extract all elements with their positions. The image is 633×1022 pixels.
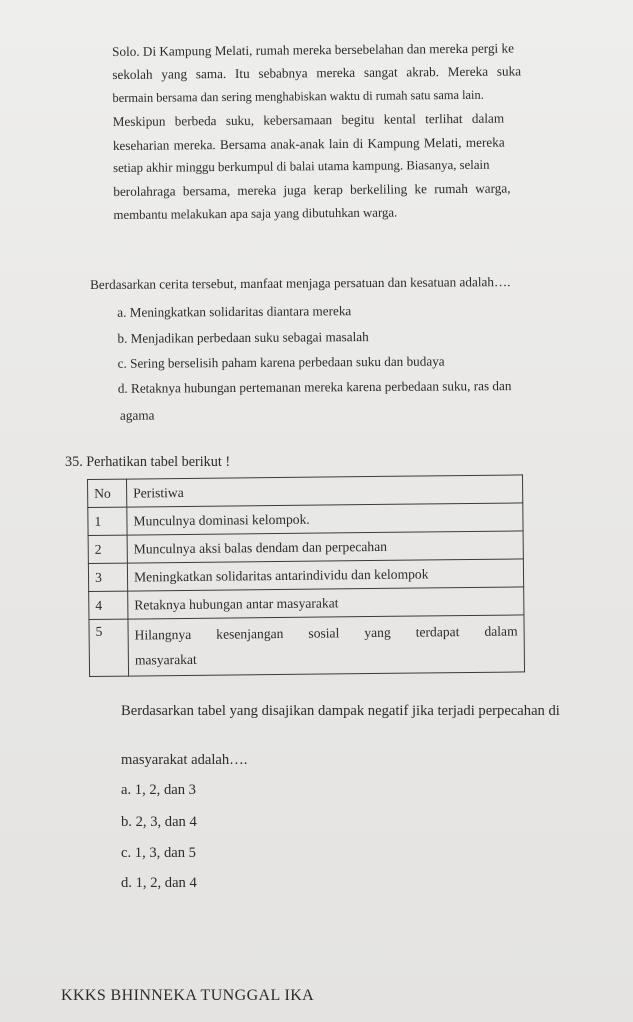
story-line: Solo. Di Kampung Melati, rumah mereka bersebelahan dan mereka pergi ke bbox=[112, 40, 514, 59]
question-34-option-c: c. Sering berselisih paham karena perbedaan suku dan budaya bbox=[117, 353, 445, 371]
event-word: Hilangnya bbox=[134, 626, 192, 643]
row-number: 4 bbox=[89, 591, 128, 619]
row-event: Munculnya dominasi kelompok. bbox=[127, 503, 523, 535]
row-event: Meningkatkan solidaritas antarindividu dan kelompok bbox=[127, 559, 523, 591]
row-number: 3 bbox=[88, 563, 127, 591]
story-line: bermain bersama dan sering menghabiskan waktu di rumah satu sama lain. bbox=[112, 87, 484, 105]
row-event: Munculnya aksi balas dendam dan perpecahan bbox=[127, 531, 523, 563]
event-word: sosial bbox=[308, 625, 340, 641]
story-line: membantu melakukan apa saja yang dibutuhkan warga. bbox=[113, 205, 398, 222]
question-34-prompt: Berdasarkan cerita tersebut, manfaat menjaga persatuan dan kesatuan adalah…. bbox=[90, 274, 511, 292]
question-34-option-d: d. Retaknya hubungan pertemanan mereka karena perbedaan suku, ras dan bbox=[117, 378, 512, 396]
story-line: setiap akhir minggu berkumpul di balai utama kampung. Biasanya, selain bbox=[113, 157, 490, 176]
question-34 bbox=[90, 269, 600, 423]
story-line: sekolah yang sama. Itu sebabnya mereka sangat akrab. Mereka suka bbox=[112, 63, 522, 83]
row-event-line2: masyarakat bbox=[134, 651, 197, 668]
events-table bbox=[87, 474, 525, 677]
question-35-prompt-line1: Berdasarkan tabel yang disajikan dampak negatif jika terjadi perpecahan di bbox=[121, 703, 560, 719]
table-row bbox=[89, 587, 524, 620]
question-35-option-b: b. 2, 3, dan 4 bbox=[121, 814, 197, 830]
row-event bbox=[128, 615, 525, 676]
table-row bbox=[88, 503, 523, 536]
table-row bbox=[88, 531, 523, 564]
event-word: yang bbox=[364, 624, 391, 641]
row-number: 2 bbox=[88, 535, 127, 563]
footer-text: KKKS BHINNEKA TUNGGAL IKA bbox=[61, 987, 315, 1004]
event-word: kesenjangan bbox=[216, 625, 284, 642]
story-line: Meskipun berbeda suku, kebersamaan begitu kental terlihat dalam bbox=[112, 110, 505, 130]
story-line: berolahraga bersama, mereka juga kerap berkeliling ke rumah warga, bbox=[113, 180, 511, 200]
table-row bbox=[89, 615, 525, 677]
question-34-option-d-cont: agama bbox=[119, 407, 155, 423]
event-word: dalam bbox=[484, 623, 518, 639]
question-34-option-a: a. Meningkatkan solidaritas diantara mereka bbox=[117, 303, 352, 320]
question-35-option-d: d. 1, 2, dan 4 bbox=[121, 875, 197, 891]
question-35-option-a: a. 1, 2, dan 3 bbox=[121, 782, 196, 798]
table-header-row bbox=[88, 475, 523, 508]
table-header-no: No bbox=[88, 479, 127, 507]
question-35-prompt-line2: masyarakat adalah…. bbox=[121, 752, 248, 768]
row-number: 1 bbox=[88, 507, 127, 535]
story-paragraph bbox=[112, 36, 599, 227]
event-word: terdapat bbox=[415, 624, 460, 640]
question-35-heading: 35. Perhatikan tabel berikut ! bbox=[65, 454, 231, 470]
row-number: 5 bbox=[89, 619, 129, 676]
table-header-event: Peristiwa bbox=[127, 475, 523, 507]
question-35-option-c: c. 1, 3, dan 5 bbox=[121, 845, 196, 861]
question-34-option-b: b. Menjadikan perbedaan suku sebagai masalah bbox=[117, 329, 369, 346]
table-row bbox=[88, 559, 523, 592]
story-line: keseharian mereka. Bersama anak-anak lain di Kampung Melati, mereka bbox=[112, 134, 505, 153]
row-event: Retaknya hubungan antar masyarakat bbox=[128, 587, 524, 619]
